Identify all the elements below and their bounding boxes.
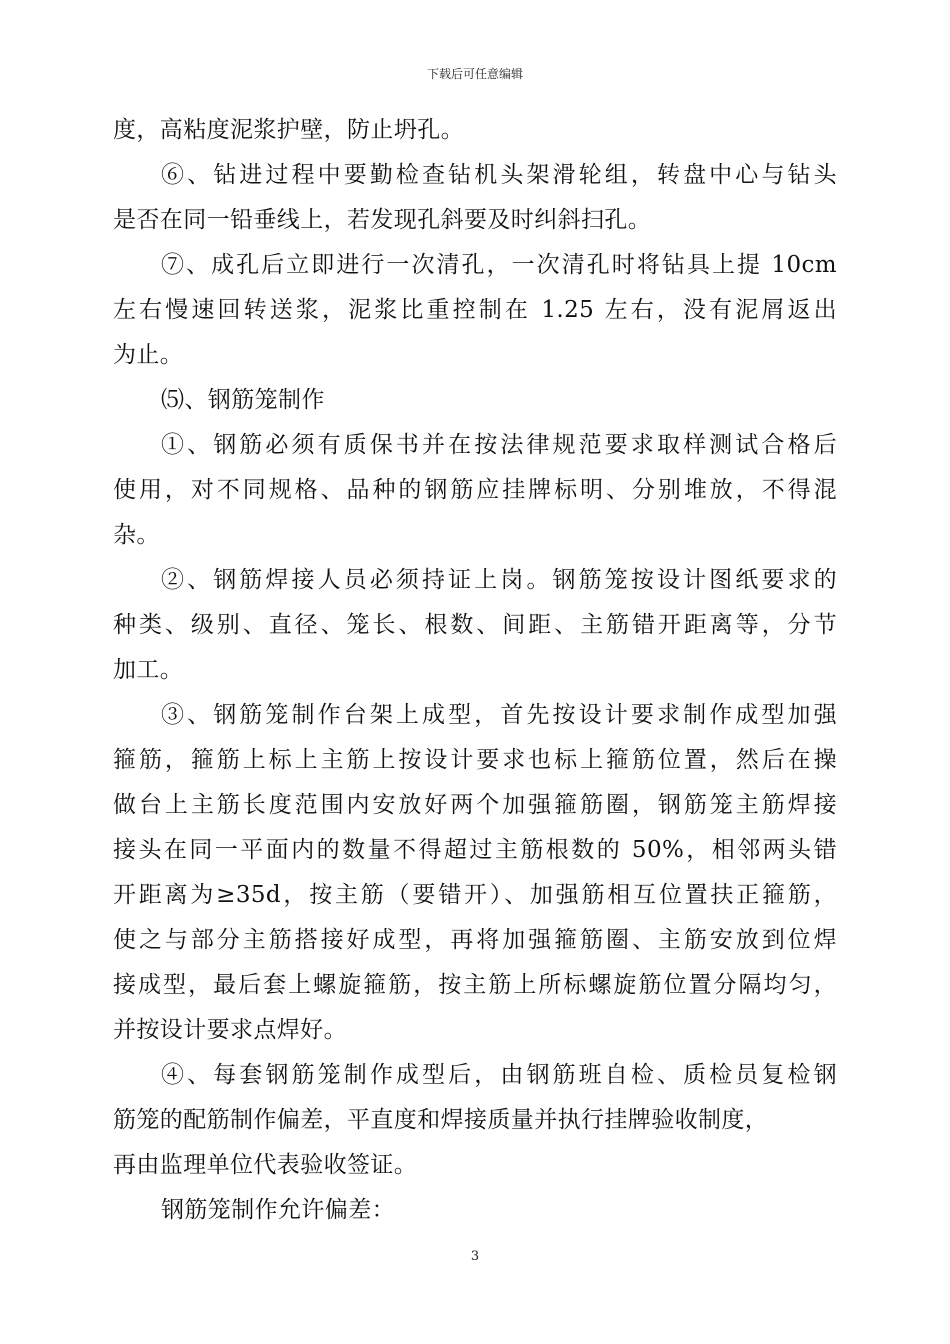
page-number: 3 [470,1249,480,1264]
text-line: 是否在同一铅垂线上，若发现孔斜要及时纠斜扫孔。 [113,207,652,233]
text-line: 种类、级别、直径、笼长、根数、间距、主筋错开距离等，分节 [113,612,837,638]
text-line: ②、钢筋焊接人员必须持证上岗。钢筋笼按设计图纸要求的 [161,567,837,593]
text-line: 使用，对不同规格、品种的钢筋应挂牌标明、分别堆放，不得混 [113,477,837,503]
text-line: 开距离为≥35d，按主筋（要错开）、加强筋相互位置扶正箍筋， [113,882,837,908]
text-line: ⑥、钻进过程中要勤检查钻机头架滑轮组，转盘中心与钻头 [161,162,837,188]
text-line: 箍筋，箍筋上标上主筋上按设计要求也标上箍筋位置，然后在操 [113,747,837,773]
text-line: 筋笼的配筋制作偏差，平直度和焊接质量并执行挂牌验收制度， [113,1107,769,1133]
text-line: ①、钢筋必须有质保书并在按法律规范要求取样测试合格后 [161,432,837,458]
text-line: ⑦、成孔后立即进行一次清孔，一次清孔时将钻具上提 10cm [161,252,837,278]
text-line: 接头在同一平面内的数量不得超过主筋根数的 50%，相邻两头错 [113,837,837,863]
text-line: 做台上主筋长度范围内安放好两个加强箍筋圈，钢筋笼主筋焊接 [113,792,837,818]
text-line: 左右慢速回转送浆，泥浆比重控制在 1.25 左右，没有泥屑返出 [113,297,837,323]
text-line: 为止。 [113,342,184,368]
document-body [113,108,837,1233]
text-line: 使之与部分主筋搭接好成型，再将加强箍筋圈、主筋安放到位焊 [113,927,837,953]
text-line: 钢筋笼制作允许偏差： [161,1197,395,1223]
text-line: 度，高粘度泥浆护壁，防止坍孔。 [113,117,464,143]
text-line: 接成型，最后套上螺旋箍筋，按主筋上所标螺旋筋位置分隔均匀， [113,972,837,998]
section-heading: ⑸、钢筋笼制作 [161,387,325,413]
text-line: 再由监理单位代表验收签证。 [113,1152,418,1178]
page-header: 下载后可任意编辑 [426,67,523,81]
text-line: ④、每套钢筋笼制作成型后，由钢筋班自检、质检员复检钢 [161,1062,837,1088]
text-line: 杂。 [113,522,160,548]
text-line: 加工。 [113,657,184,683]
text-line: 并按设计要求点焊好。 [113,1017,347,1043]
text-line: ③、钢筋笼制作台架上成型，首先按设计要求制作成型加强 [161,702,837,728]
